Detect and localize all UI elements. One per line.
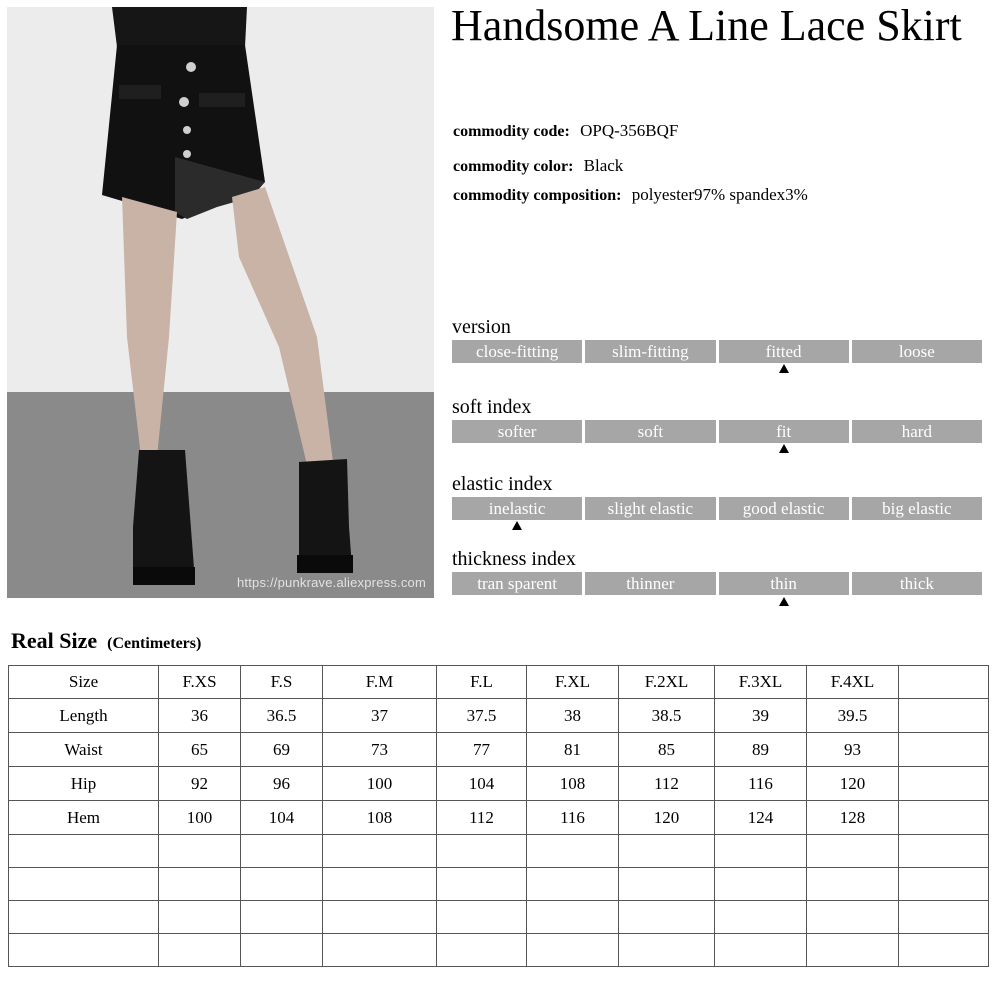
table-cell — [241, 901, 323, 934]
scale-label: soft index — [452, 396, 532, 418]
product-photo — [7, 7, 434, 598]
table-cell — [437, 835, 527, 868]
watermark-text: https://punkrave.aliexpress.com — [236, 575, 426, 590]
scale-option: soft — [585, 420, 715, 443]
table-cell — [619, 934, 715, 967]
table-cell: 69 — [241, 733, 323, 767]
table-row — [9, 767, 989, 801]
selection-marker-icon — [512, 521, 522, 530]
table-cell: F.4XL — [807, 666, 899, 699]
table-cell: 85 — [619, 733, 715, 767]
table-cell: 116 — [527, 801, 619, 835]
table-cell: 104 — [437, 767, 527, 801]
model-illustration — [7, 7, 434, 598]
table-cell: 89 — [715, 733, 807, 767]
table-cell: 36 — [159, 699, 241, 733]
table-cell — [715, 901, 807, 934]
thickness-index-scale — [452, 549, 982, 595]
table-row — [9, 868, 989, 901]
table-cell — [323, 868, 437, 901]
row-label-cell: Hem — [9, 801, 159, 835]
table-cell: 39.5 — [807, 699, 899, 733]
row-label-cell — [9, 835, 159, 868]
table-cell — [527, 934, 619, 967]
table-cell — [241, 835, 323, 868]
spec-label: commodity composition: — [453, 187, 622, 204]
table-cell — [619, 835, 715, 868]
table-cell — [241, 868, 323, 901]
table-cell: 73 — [323, 733, 437, 767]
table-cell — [807, 868, 899, 901]
soft-index-scale — [452, 397, 982, 443]
scale-option: hard — [852, 420, 982, 443]
table-cell: 116 — [715, 767, 807, 801]
spec-commodity-composition — [453, 185, 808, 205]
table-cell: F.XL — [527, 666, 619, 699]
table-row — [9, 699, 989, 733]
scale-option: thin — [719, 572, 849, 595]
spec-label: commodity color: — [453, 158, 574, 175]
table-cell: F.L — [437, 666, 527, 699]
row-label-cell — [9, 934, 159, 967]
table-cell: 92 — [159, 767, 241, 801]
row-label-cell: Length — [9, 699, 159, 733]
scale-option: slight elastic — [585, 497, 715, 520]
table-cell — [527, 901, 619, 934]
table-cell — [899, 666, 989, 699]
scale-option: fitted — [719, 340, 849, 363]
table-cell: 96 — [241, 767, 323, 801]
table-cell: 36.5 — [241, 699, 323, 733]
table-cell — [807, 901, 899, 934]
spec-label: commodity code: — [453, 123, 570, 140]
table-cell: F.XS — [159, 666, 241, 699]
scale-option: slim-fitting — [585, 340, 715, 363]
product-title: Handsome A Line Lace Skirt — [451, 1, 962, 50]
table-cell: 39 — [715, 699, 807, 733]
table-cell — [619, 868, 715, 901]
table-cell: 100 — [323, 767, 437, 801]
selection-marker-icon — [779, 364, 789, 373]
table-cell — [899, 835, 989, 868]
table-cell: 93 — [807, 733, 899, 767]
table-cell — [241, 934, 323, 967]
table-cell — [527, 835, 619, 868]
table-cell: 100 — [159, 801, 241, 835]
scale-option: thick — [852, 572, 982, 595]
table-cell — [437, 868, 527, 901]
table-cell — [323, 901, 437, 934]
table-cell — [715, 868, 807, 901]
table-cell — [437, 934, 527, 967]
table-row — [9, 934, 989, 967]
spec-commodity-code — [453, 121, 678, 141]
table-cell: 37 — [323, 699, 437, 733]
scale-label: elastic index — [452, 473, 553, 495]
table-cell — [899, 901, 989, 934]
scale-option: thinner — [585, 572, 715, 595]
table-cell: 128 — [807, 801, 899, 835]
selection-marker-icon — [779, 597, 789, 606]
scale-option: loose — [852, 340, 982, 363]
table-cell: 37.5 — [437, 699, 527, 733]
spec-value: OPQ-356BQF — [580, 121, 679, 140]
table-cell: 108 — [323, 801, 437, 835]
table-row — [9, 733, 989, 767]
row-label-cell: Waist — [9, 733, 159, 767]
scale-label: thickness index — [452, 548, 576, 570]
table-cell — [159, 901, 241, 934]
version-scale — [452, 317, 982, 363]
table-cell: 112 — [619, 767, 715, 801]
table-cell — [323, 835, 437, 868]
row-label-cell — [9, 868, 159, 901]
table-cell: 120 — [807, 767, 899, 801]
table-header-row — [9, 666, 989, 699]
spec-value: polyester97% spandex3% — [631, 185, 808, 204]
size-table — [8, 665, 989, 967]
row-label-cell: Hip — [9, 767, 159, 801]
table-cell: F.2XL — [619, 666, 715, 699]
scale-option: inelastic — [452, 497, 582, 520]
table-cell — [619, 901, 715, 934]
row-label-cell: Size — [9, 666, 159, 699]
scale-option: close-fitting — [452, 340, 582, 363]
table-cell — [159, 835, 241, 868]
table-cell — [159, 868, 241, 901]
table-cell: 38.5 — [619, 699, 715, 733]
table-cell: F.S — [241, 666, 323, 699]
table-cell: 120 — [619, 801, 715, 835]
table-cell — [899, 699, 989, 733]
table-cell: 112 — [437, 801, 527, 835]
table-cell — [899, 801, 989, 835]
scale-option: fit — [719, 420, 849, 443]
table-cell: F.3XL — [715, 666, 807, 699]
table-cell — [899, 733, 989, 767]
table-cell: F.M — [323, 666, 437, 699]
scale-label: version — [452, 316, 511, 338]
table-cell — [715, 934, 807, 967]
spec-value: Black — [583, 156, 624, 175]
table-cell: 38 — [527, 699, 619, 733]
row-label-cell — [9, 901, 159, 934]
table-cell: 108 — [527, 767, 619, 801]
size-chart-unit: (Centimeters) — [107, 635, 202, 652]
table-row — [9, 801, 989, 835]
table-cell — [899, 868, 989, 901]
table-row — [9, 835, 989, 868]
size-chart-heading — [11, 628, 201, 654]
scale-option: tran sparent — [452, 572, 582, 595]
elastic-index-scale — [452, 474, 982, 520]
table-cell: 77 — [437, 733, 527, 767]
table-cell — [159, 934, 241, 967]
scale-option: good elastic — [719, 497, 849, 520]
table-cell — [807, 835, 899, 868]
table-cell — [437, 901, 527, 934]
table-row — [9, 901, 989, 934]
table-cell: 124 — [715, 801, 807, 835]
table-cell — [527, 868, 619, 901]
table-cell — [899, 767, 989, 801]
table-cell — [715, 835, 807, 868]
spec-commodity-color — [453, 156, 623, 176]
table-cell: 81 — [527, 733, 619, 767]
scale-option: softer — [452, 420, 582, 443]
selection-marker-icon — [779, 444, 789, 453]
scale-option: big elastic — [852, 497, 982, 520]
table-cell: 65 — [159, 733, 241, 767]
table-cell: 104 — [241, 801, 323, 835]
table-cell — [807, 934, 899, 967]
table-cell — [899, 934, 989, 967]
size-chart-title: Real Size — [11, 628, 98, 653]
table-cell — [323, 934, 437, 967]
